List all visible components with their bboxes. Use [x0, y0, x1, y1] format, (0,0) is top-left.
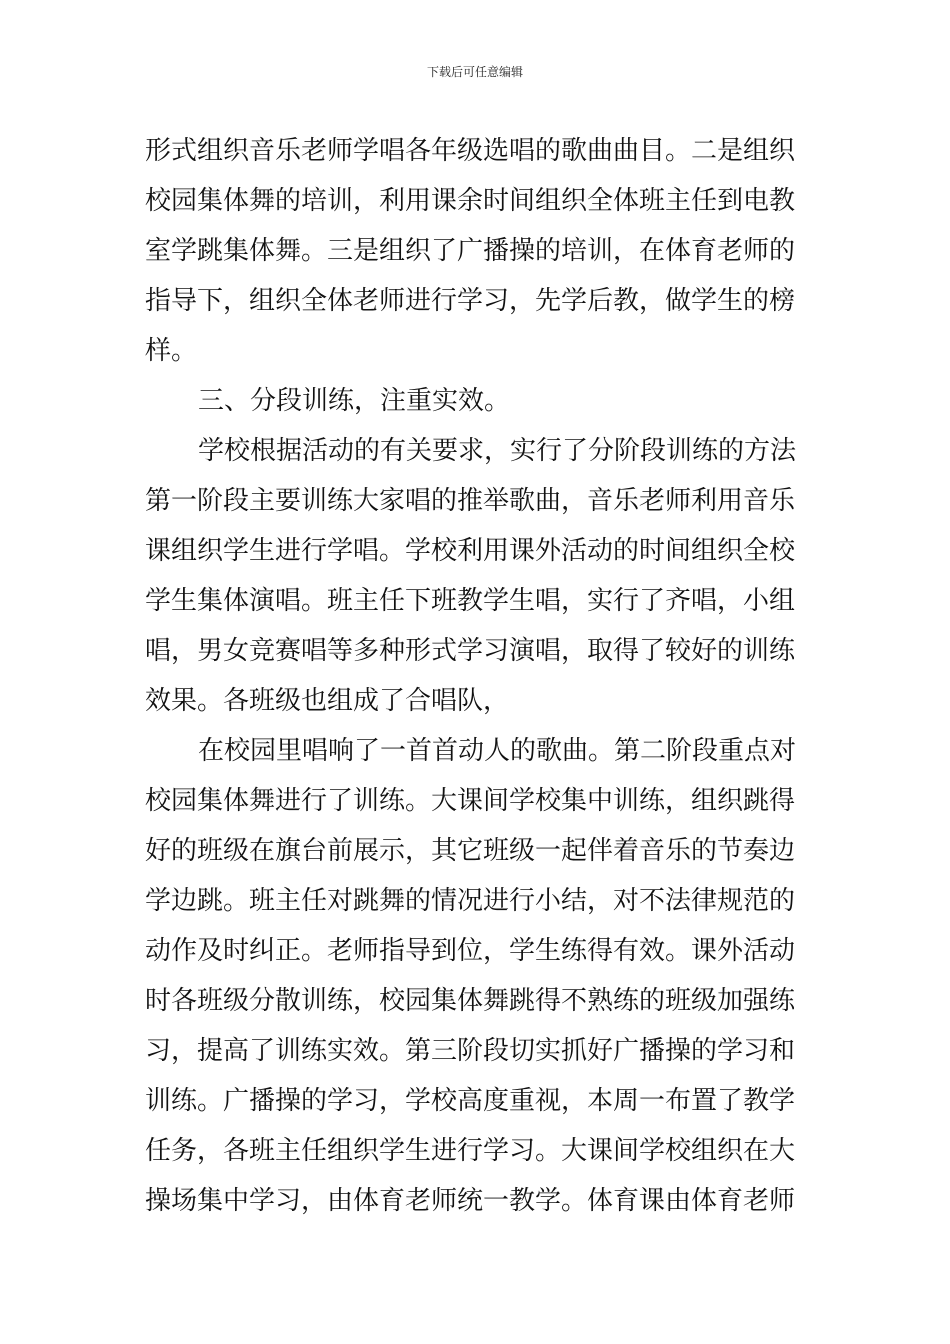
paragraph-3-line-6: 效果。各班级也组成了合唱队，	[145, 686, 510, 716]
section-heading: 三、分段训练，注重实效。	[198, 386, 511, 416]
paragraph-1-line-4: 指导下，组织全体老师进行学习，先学后教，做学生的榜	[145, 286, 796, 316]
paragraph-4-line-3: 好的班级在旗台前展示，其它班级一起伴着音乐的节奏边	[145, 836, 796, 866]
paragraph-3-line-5: 唱，男女竞赛唱等多种形式学习演唱，取得了较好的训练	[145, 636, 796, 666]
paragraph-4-line-10: 操场集中学习，由体育老师统一教学。体育课由体育老师	[145, 1186, 796, 1216]
paragraph-1-line-1: 形式组织音乐老师学唱各年级选唱的歌曲曲目。二是组织	[145, 136, 796, 166]
paragraph-4-line-1: 在校园里唱响了一首首动人的歌曲。第二阶段重点对	[198, 736, 797, 766]
page-header-note: 下载后可任意编辑	[426, 65, 523, 79]
paragraph-4-line-2: 校园集体舞进行了训练。大课间学校集中训练，组织跳得	[145, 786, 796, 816]
paragraph-4-line-8: 训练。广播操的学习，学校高度重视，本周一布置了教学	[145, 1086, 796, 1116]
paragraph-3-line-3: 课组织学生进行学唱。学校利用课外活动的时间组织全校	[145, 536, 796, 566]
paragraph-4-line-7: 习，提高了训练实效。第三阶段切实抓好广播操的学习和	[145, 1036, 796, 1066]
paragraph-3-line-4: 学生集体演唱。班主任下班教学生唱，实行了齐唱，小组	[145, 586, 796, 616]
paragraph-4-line-9: 任务，各班主任组织学生进行学习。大课间学校组织在大	[145, 1136, 796, 1166]
document-body	[145, 126, 810, 1226]
paragraph-4-line-6: 时各班级分散训练，校园集体舞跳得不熟练的班级加强练	[145, 986, 796, 1016]
paragraph-1-line-2: 校园集体舞的培训，利用课余时间组织全体班主任到电教	[145, 186, 796, 216]
paragraph-1-line-3: 室学跳集体舞。三是组织了广播操的培训，在体育老师的	[145, 236, 796, 266]
paragraph-4-line-4: 学边跳。班主任对跳舞的情况进行小结，对不法律规范的	[145, 886, 796, 916]
paragraph-4-line-5: 动作及时纠正。老师指导到位，学生练得有效。课外活动	[145, 936, 796, 966]
paragraph-3-line-1: 学校根据活动的有关要求，实行了分阶段训练的方法	[198, 436, 797, 466]
paragraph-1-line-5: 样。	[145, 336, 198, 366]
paragraph-3-line-2: 第一阶段主要训练大家唱的推举歌曲，音乐老师利用音乐	[145, 486, 796, 516]
